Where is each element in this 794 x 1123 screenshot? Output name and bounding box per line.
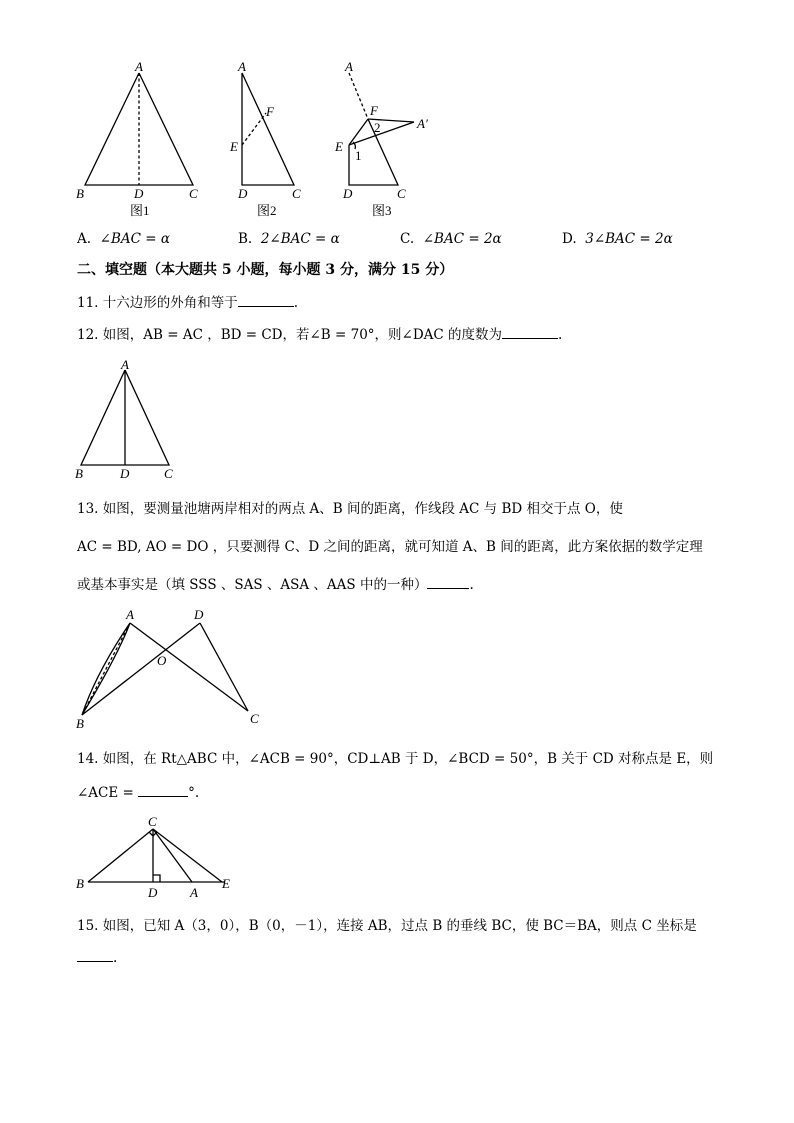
q11-answer-blank[interactable] xyxy=(238,292,294,307)
fig2-label-a: A xyxy=(238,59,246,74)
fig3-label-d: D xyxy=(343,186,353,201)
figure-3 xyxy=(349,73,414,185)
question-11 xyxy=(77,292,298,312)
fig3-angle-2: 2 xyxy=(374,120,381,135)
q13-end: . xyxy=(469,577,474,593)
option-d-letter: D. xyxy=(562,231,577,247)
fig1-label-b: B xyxy=(76,186,84,201)
q15-end: . xyxy=(113,950,118,966)
section-title: 二、填空题（本大题共 5 小题，每小题 3 分，满分 15 分） xyxy=(77,262,454,278)
fig3-caption: 图3 xyxy=(372,203,392,218)
option-b xyxy=(238,230,340,248)
fig13-label-b: B xyxy=(76,716,84,731)
option-c-letter: C. xyxy=(400,231,415,247)
fig13-label-o: O xyxy=(157,653,167,668)
fig2-label-e: E xyxy=(230,139,238,154)
q14-answer-blank[interactable] xyxy=(138,782,188,797)
figure-q13 xyxy=(70,603,270,733)
fig3-angle-1: 1 xyxy=(355,148,362,163)
figure-1 xyxy=(85,73,193,185)
option-a-expr: ∠BAC = α xyxy=(99,231,170,247)
fig14-label-e: E xyxy=(222,876,230,891)
fig3-label-e: E xyxy=(335,139,343,154)
question-14-line-1: 14. 如图，在 Rt△ABC 中，∠ACB = 90°，CD⊥AB 于 D，∠BCD = 50°，B 关于 CD 对称点是 E，则 xyxy=(77,751,714,767)
fig1-label-d: D xyxy=(134,186,144,201)
fig13-label-a: A xyxy=(126,607,134,622)
q14-line2-text: ∠ACE = xyxy=(77,785,134,801)
q13-line3-text: 或基本事实是（填 SSS 、SAS 、ASA 、AAS 中的一种） xyxy=(77,577,428,593)
fig13-label-c: C xyxy=(250,711,259,726)
fig1-label-c: C xyxy=(189,186,198,201)
figure-2 xyxy=(242,73,294,185)
option-b-expr: 2∠BAC = α xyxy=(260,231,340,247)
fig3-label-c: C xyxy=(397,186,406,201)
fig12-label-a: A xyxy=(121,357,129,372)
option-b-letter: B. xyxy=(238,231,253,247)
question-13-line-3 xyxy=(77,574,474,594)
fig2-label-c: C xyxy=(292,186,301,201)
q13-answer-blank[interactable] xyxy=(427,574,469,589)
top-figures xyxy=(70,58,450,226)
q12-end: . xyxy=(558,327,563,343)
option-d xyxy=(562,230,673,248)
fig12-label-d: D xyxy=(120,466,130,481)
question-15-line-2 xyxy=(77,947,117,967)
fig13-label-d: D xyxy=(194,607,204,622)
fig1-label-a: A xyxy=(135,59,143,74)
fig3-label-a-prime: A′ xyxy=(417,116,428,131)
q15-answer-blank[interactable] xyxy=(77,947,113,962)
option-a xyxy=(77,230,170,248)
fig3-label-a: A xyxy=(345,59,353,74)
q12-answer-blank[interactable] xyxy=(502,324,558,339)
q11-text: 11. 十六边形的外角和等于 xyxy=(77,295,238,311)
fig12-label-b: B xyxy=(75,466,83,481)
figure-q12 xyxy=(70,356,190,484)
question-13-line-1: 13. 如图，要测量池塘两岸相对的两点 A、B 间的距离，作线段 AC 与 BD 相交于点 O，使 xyxy=(77,501,623,517)
option-a-letter: A. xyxy=(77,231,92,247)
option-d-expr: 3∠BAC = 2α xyxy=(585,231,673,247)
fig2-label-f: F xyxy=(266,104,274,119)
q12-text: 12. 如图，AB = AC ，BD = CD，若∠B = 70°，则∠DAC 的度数为 xyxy=(77,327,503,343)
option-c xyxy=(400,230,502,248)
q11-end: . xyxy=(293,295,299,311)
fig2-caption: 图2 xyxy=(257,203,277,218)
question-14-line-2 xyxy=(77,782,199,802)
fig14-label-a: A xyxy=(190,885,198,900)
q14-end: °. xyxy=(188,785,200,801)
figure-q14 xyxy=(70,810,245,900)
fig14-label-c: C xyxy=(148,814,157,829)
question-13-line-2: AC = BD, AO = DO ，只要测得 C、D 之间的距离，就可知道 A、B 间的距离，此方案依据的数学定理 xyxy=(77,539,703,555)
fig1-caption: 图1 xyxy=(130,203,150,218)
fig2-label-d: D xyxy=(238,186,248,201)
fig14-label-d: D xyxy=(148,885,158,900)
option-c-expr: ∠BAC = 2α xyxy=(422,231,502,247)
fig3-label-f: F xyxy=(370,103,378,118)
question-15-line-1: 15. 如图，已知 A（3，0），B（0，－1），连接 AB，过点 B 的垂线 BC，使 BC＝BA，则点 C 坐标是 xyxy=(77,918,697,934)
question-12 xyxy=(77,324,562,344)
fig14-label-b: B xyxy=(76,876,84,891)
fig12-label-c: C xyxy=(164,466,173,481)
